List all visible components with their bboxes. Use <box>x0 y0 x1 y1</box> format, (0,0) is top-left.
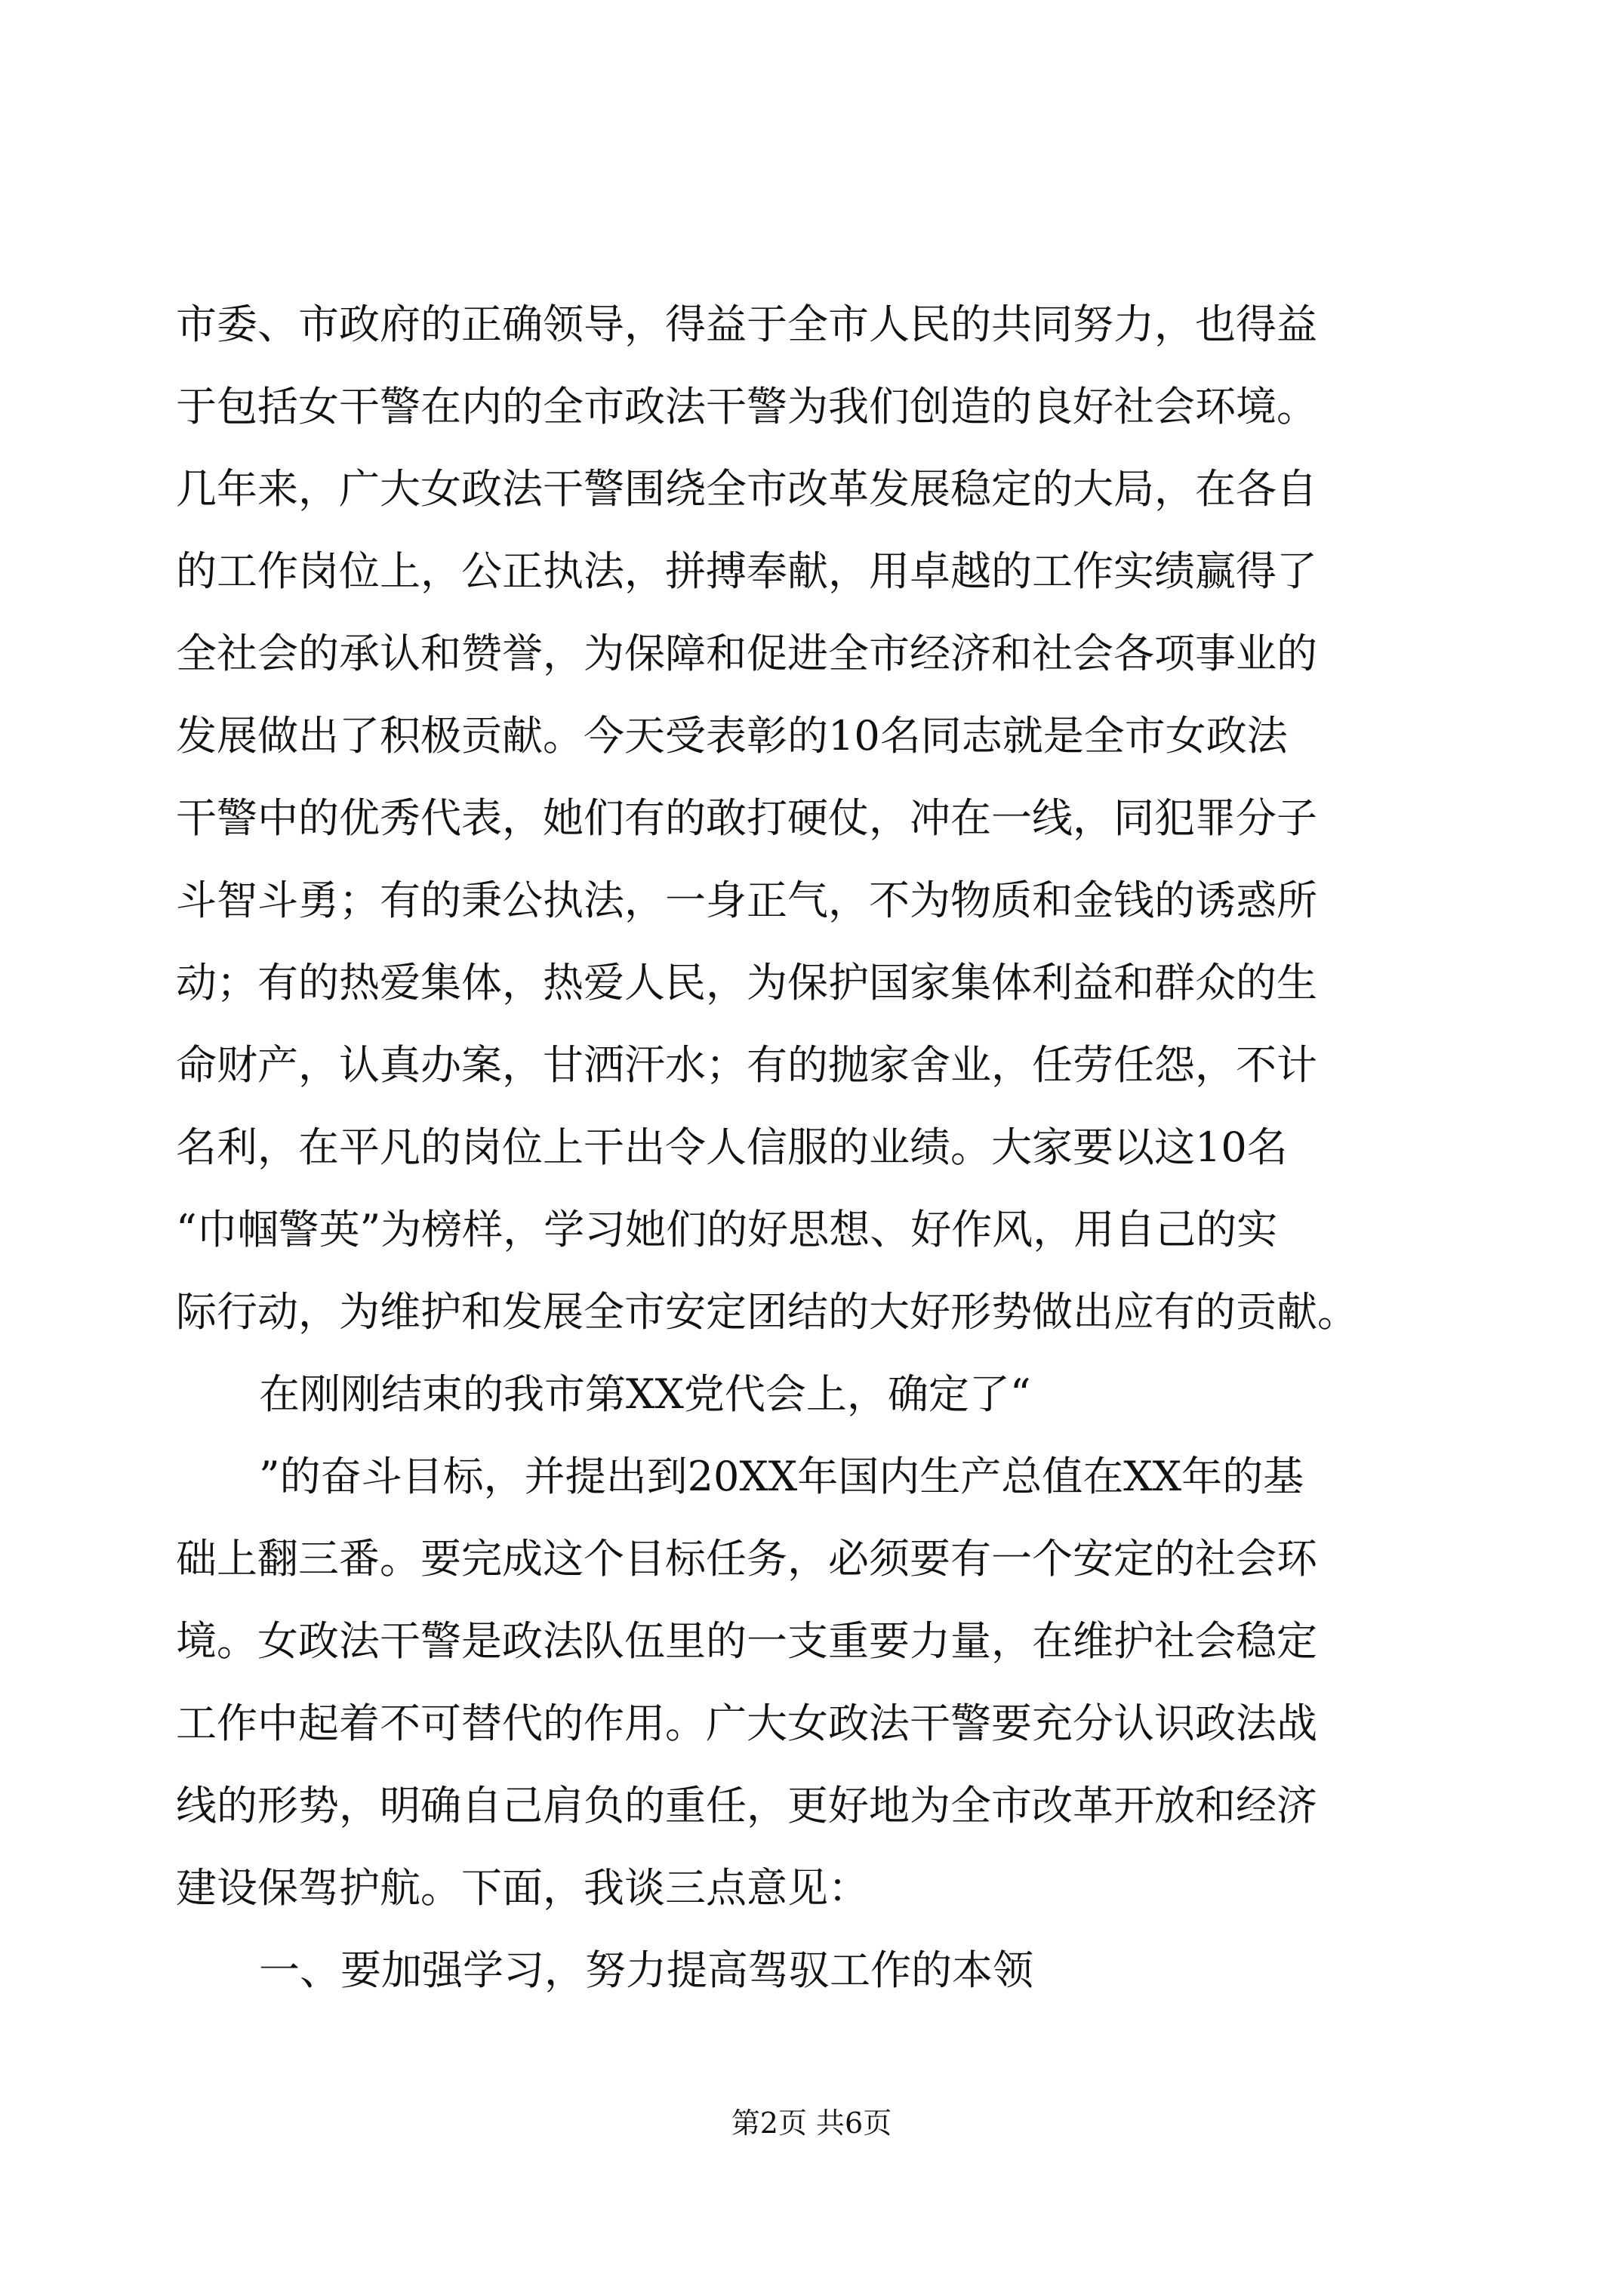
text-line: 干警中的优秀代表，她们有的敢打硬仗，冲在一线，同犯罪分子 <box>176 794 1317 842</box>
text-line: 斗智斗勇；有的秉公执法，一身正气，不为物质和金钱的诱惑所 <box>176 877 1317 924</box>
text-line: 发展做出了积极贡献。今天受表彰的10名同志就是全市女政法 <box>176 712 1288 760</box>
text-line: 于包括女干警在内的全市政法干警为我们创造的良好社会环境。 <box>176 383 1317 430</box>
text-line: 几年来，广大女政法干警围绕全市改革发展稳定的大局，在各自 <box>176 465 1317 513</box>
text-line: 础上翻三番。要完成这个目标任务，必须要有一个安定的社会环 <box>176 1535 1317 1583</box>
text-line: 的工作岗位上，公正执法，拼搏奉献，用卓越的工作实绩赢得了 <box>176 547 1317 595</box>
text-line: 境。女政法干警是政法队伍里的一支重要力量，在维护社会稳定 <box>176 1617 1317 1665</box>
text-line: “巾帼警英”为榜样，学习她们的好思想、好作风，用自己的实 <box>176 1206 1278 1253</box>
page-number-footer: 第2页 共6页 <box>731 2106 892 2140</box>
text-line: ”的奋斗目标，并提出到20XX年国内生产总值在XX年的基 <box>259 1453 1304 1500</box>
text-line: 建设保驾护航。下面，我谈三点意见： <box>176 1864 869 1912</box>
section-heading: 一、要加强学习，努力提高驾驭工作的本领 <box>259 1946 1033 1994</box>
text-line: 线的形势，明确自己肩负的重任，更好地为全市改革开放和经济 <box>176 1782 1317 1829</box>
text-line: 市委、市政府的正确领导，得益于全市人民的共同努力，也得益 <box>176 300 1317 348</box>
text-line: 全社会的承认和赞誉，为保障和促进全市经济和社会各项事业的 <box>176 630 1317 677</box>
text-line: 际行动，为维护和发展全市安定团结的大好形势做出应有的贡献。 <box>176 1288 1358 1336</box>
text-line: 命财产，认真办案，甘洒汗水；有的抛家舍业，任劳任怨，不计 <box>176 1041 1317 1089</box>
text-line: 工作中起着不可替代的作用。广大女政法干警要充分认识政法战 <box>176 1700 1317 1747</box>
text-line: 名利，在平凡的岗位上干出令人信服的业绩。大家要以这10名 <box>176 1123 1288 1171</box>
text-line: 动；有的热爱集体，热爱人民，为保护国家集体利益和群众的生 <box>176 959 1317 1006</box>
paragraph-start-line: 在刚刚结束的我市第XX党代会上，确定了“ <box>259 1370 1031 1418</box>
